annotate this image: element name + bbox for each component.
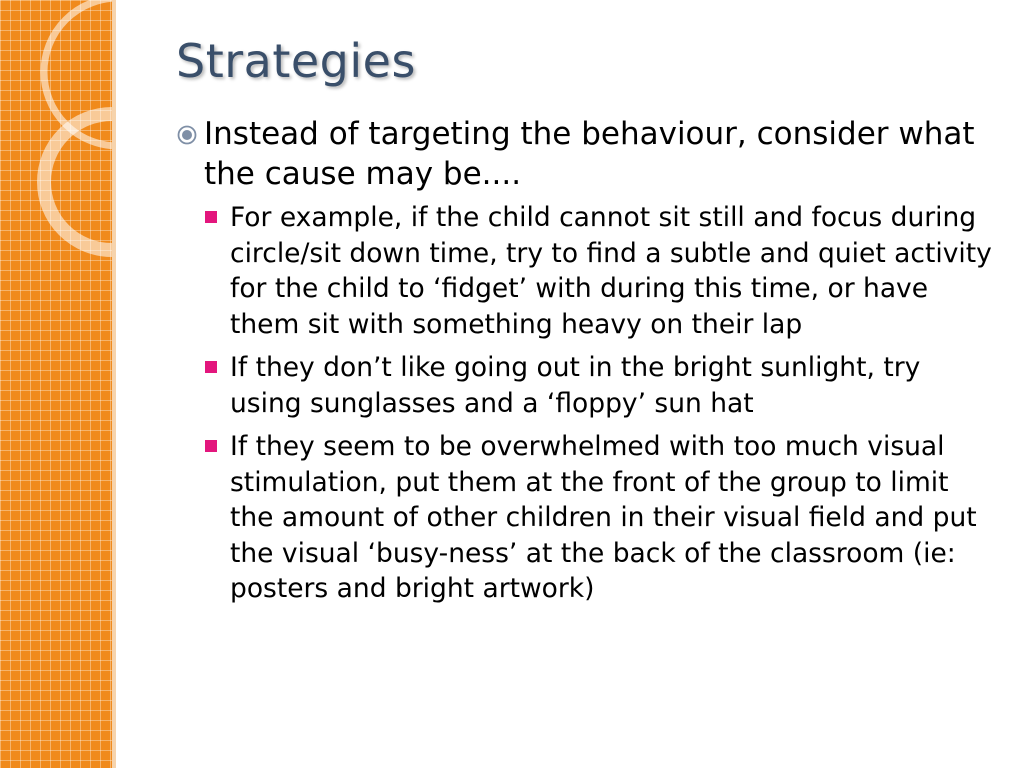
sub-bullet-text: If they don’t like going out in the bright sunlight, try using sunglasses and a ‘floppy’ sun hat: [230, 352, 921, 419]
square-bullet-icon: [205, 211, 217, 223]
square-bullet-icon: [205, 361, 217, 373]
sidebar-rings-graphic: [0, 0, 112, 768]
main-bullet-text: Instead of targeting the behaviour, consider what the cause may be....: [204, 116, 975, 192]
sub-bullet-item: [230, 429, 996, 607]
sub-bullet-item: [230, 350, 996, 421]
circled-dot-icon: [176, 124, 198, 146]
sidebar-edge: [112, 0, 116, 768]
sub-bullet-text: If they seem to be overwhelmed with too much visual stimulation, put them at the front of the group to limit the amount of other children in their visual field and put the visual ‘busy-ness’ at the back of the classroom (ie: posters and bright artwork): [230, 431, 977, 604]
main-bullet-item: [176, 114, 996, 194]
slide-title: Strategies: [176, 34, 416, 88]
decorative-sidebar: [0, 0, 112, 768]
slide-content: [176, 114, 996, 615]
sub-bullet-text: For example, if the child cannot sit still and focus during circle/sit down time, try to find a subtle and quiet activity for the child to ‘fidget’ with during this time, or have them sit with something heavy on their lap: [230, 202, 992, 340]
square-bullet-icon: [205, 440, 217, 452]
sub-bullet-item: [230, 200, 996, 342]
